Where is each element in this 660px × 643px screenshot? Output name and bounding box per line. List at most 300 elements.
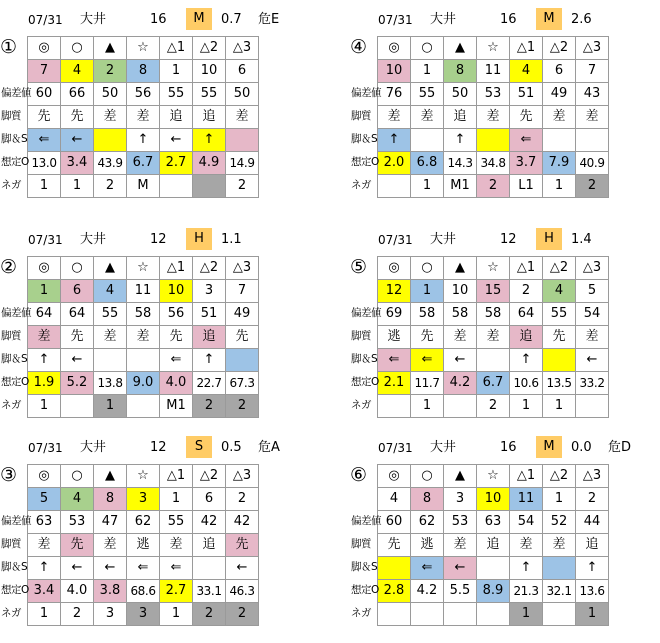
running-style-cell: 差 [28, 326, 61, 349]
speed-indicator-row [378, 557, 609, 580]
horse-number-cell: 8 [444, 60, 477, 83]
mark-cell: △2 [543, 257, 576, 280]
race-number: ⑥ [350, 464, 368, 486]
speed-indicator-cell: ↑ [127, 129, 160, 152]
running-style-cell: 差 [94, 534, 127, 557]
mark-cell: △3 [226, 465, 259, 488]
deviation-score-cell: 58 [477, 303, 510, 326]
deviation-score-cell: 64 [61, 303, 94, 326]
row-label: 偏差値 [1, 87, 31, 99]
horse-number-cell: 7 [576, 60, 609, 83]
negative-factor-cell: 1 [61, 175, 94, 198]
row-label: 脚＆S [1, 133, 28, 145]
running-style-cell: 差 [576, 326, 609, 349]
mark-row [378, 37, 609, 60]
running-style-cell: 追 [193, 106, 226, 129]
race-venue: 大井 [430, 440, 457, 455]
horse-number-row [378, 60, 609, 83]
mark-row [28, 37, 259, 60]
negative-factor-cell: 2 [226, 395, 259, 418]
race-grade: H [536, 228, 562, 250]
negative-factor-cell [160, 175, 193, 198]
speed-indicator-cell: ↑ [28, 557, 61, 580]
race-grade: H [186, 228, 212, 250]
deviation-score-cell: 53 [477, 83, 510, 106]
negative-factor-cell: 2 [94, 175, 127, 198]
prediction-table [377, 36, 609, 198]
race-panel-3 [0, 436, 320, 621]
negative-factor-cell: 1 [94, 395, 127, 418]
race-index: 2.6 [571, 12, 592, 27]
race-header [350, 228, 660, 252]
row-label: 想定O [351, 376, 379, 388]
deviation-score-cell: 58 [127, 303, 160, 326]
running-style-row [378, 106, 609, 129]
expected-odds-cell: 2.1 [378, 372, 411, 395]
speed-indicator-row [28, 349, 259, 372]
negative-factor-row [28, 175, 259, 198]
running-style-row [28, 106, 259, 129]
deviation-score-cell: 62 [127, 511, 160, 534]
expected-odds-cell: 14.3 [444, 152, 477, 175]
race-venue: 大井 [430, 232, 457, 247]
negative-factor-cell: M1 [160, 395, 193, 418]
mark-cell: △1 [510, 465, 543, 488]
race-panel-5 [350, 228, 660, 413]
row-label: 脚＆S [1, 561, 28, 573]
race-date: 07/31 [378, 441, 413, 455]
deviation-score-row [28, 83, 259, 106]
race-date: 07/31 [28, 233, 63, 247]
expected-odds-cell: 1.9 [28, 372, 61, 395]
mark-cell: △1 [510, 37, 543, 60]
horse-number-cell: 6 [61, 280, 94, 303]
negative-factor-cell: 1 [28, 603, 61, 626]
mark-cell: ☆ [127, 257, 160, 280]
running-style-cell: 差 [477, 326, 510, 349]
mark-row [378, 257, 609, 280]
negative-factor-cell [576, 395, 609, 418]
risk-label: 危E [258, 12, 280, 27]
mark-cell: ▲ [94, 37, 127, 60]
speed-indicator-cell: ↑ [28, 349, 61, 372]
row-label: 脚質 [351, 538, 371, 550]
deviation-score-cell: 51 [510, 83, 543, 106]
horse-number-cell: 4 [510, 60, 543, 83]
deviation-score-cell: 42 [226, 511, 259, 534]
expected-odds-cell: 13.5 [543, 372, 576, 395]
mark-cell: △2 [543, 465, 576, 488]
row-label: 想定O [351, 584, 379, 596]
speed-indicator-cell: ← [444, 557, 477, 580]
horse-number-row [28, 280, 259, 303]
prediction-table [377, 256, 609, 418]
speed-indicator-cell [543, 349, 576, 372]
speed-indicator-cell: ↑ [510, 349, 543, 372]
prediction-table [377, 464, 609, 626]
row-label: ネガ [351, 179, 371, 191]
deviation-score-cell: 42 [193, 511, 226, 534]
speed-indicator-row [28, 557, 259, 580]
speed-indicator-cell: ⇐ [378, 349, 411, 372]
horse-number-cell: 10 [378, 60, 411, 83]
mark-cell: ○ [61, 37, 94, 60]
expected-odds-row [28, 372, 259, 395]
speed-indicator-row [28, 129, 259, 152]
speed-indicator-cell: ← [444, 349, 477, 372]
race-number: ⑤ [350, 256, 368, 278]
speed-indicator-cell: ⇐ [160, 349, 193, 372]
race-date: 07/31 [378, 233, 413, 247]
expected-odds-cell: 33.2 [576, 372, 609, 395]
mark-cell: ◎ [28, 37, 61, 60]
deviation-score-cell: 64 [28, 303, 61, 326]
row-label: 脚質 [1, 110, 21, 122]
negative-factor-cell: 1 [411, 175, 444, 198]
race-panel-1 [0, 8, 320, 193]
speed-indicator-cell [477, 349, 510, 372]
negative-factor-cell: 3 [127, 603, 160, 626]
speed-indicator-cell: ⇐ [127, 557, 160, 580]
row-label: ネガ [1, 399, 21, 411]
negative-factor-cell: 1 [543, 395, 576, 418]
expected-odds-cell: 8.9 [477, 580, 510, 603]
speed-indicator-cell: ⇐ [160, 557, 193, 580]
deviation-score-cell: 55 [411, 83, 444, 106]
expected-odds-cell: 6.8 [411, 152, 444, 175]
horse-number-cell: 2 [94, 60, 127, 83]
deviation-score-cell: 52 [543, 511, 576, 534]
running-style-cell: 差 [510, 534, 543, 557]
negative-factor-cell: 2 [226, 175, 259, 198]
negative-factor-cell: 1 [411, 395, 444, 418]
expected-odds-cell: 3.8 [94, 580, 127, 603]
deviation-score-cell: 55 [543, 303, 576, 326]
deviation-score-cell: 55 [160, 83, 193, 106]
row-label: 想定O [1, 156, 29, 168]
row-label: ネガ [351, 399, 371, 411]
negative-factor-cell: 2 [193, 603, 226, 626]
expected-odds-cell: 32.1 [543, 580, 576, 603]
expected-odds-cell: 46.3 [226, 580, 259, 603]
mark-row [378, 465, 609, 488]
mark-cell: △2 [193, 465, 226, 488]
deviation-score-cell: 54 [510, 511, 543, 534]
expected-odds-cell: 4.2 [444, 372, 477, 395]
expected-odds-cell: 22.7 [193, 372, 226, 395]
race-index: 0.7 [221, 12, 242, 27]
race-grade: S [186, 436, 212, 458]
mark-cell: ○ [411, 37, 444, 60]
running-style-cell: 追 [576, 534, 609, 557]
prediction-table [27, 464, 259, 626]
speed-indicator-cell [226, 349, 259, 372]
expected-odds-row [378, 580, 609, 603]
row-label: 脚＆S [351, 353, 378, 365]
race-number: ④ [350, 36, 368, 58]
running-style-cell: 差 [94, 106, 127, 129]
mark-cell: △2 [543, 37, 576, 60]
negative-factor-cell [543, 603, 576, 626]
speed-indicator-cell [543, 557, 576, 580]
mark-cell: ○ [411, 257, 444, 280]
deviation-score-cell: 49 [226, 303, 259, 326]
race-header [350, 436, 660, 460]
race-venue: 大井 [80, 12, 107, 27]
race-date: 07/31 [28, 441, 63, 455]
deviation-score-cell: 62 [411, 511, 444, 534]
negative-factor-cell: M [127, 175, 160, 198]
deviation-score-cell: 55 [94, 303, 127, 326]
row-label: 脚＆S [351, 133, 378, 145]
expected-odds-cell: 5.2 [61, 372, 94, 395]
horse-number-cell: 3 [444, 488, 477, 511]
expected-odds-cell: 13.0 [28, 152, 61, 175]
running-style-cell: 差 [378, 106, 411, 129]
mark-cell: ☆ [127, 37, 160, 60]
negative-factor-cell: 1 [28, 175, 61, 198]
race-venue: 大井 [80, 232, 107, 247]
row-label: 想定O [351, 156, 379, 168]
negative-factor-cell: L1 [510, 175, 543, 198]
running-style-cell: 差 [543, 106, 576, 129]
race-index: 0.0 [571, 440, 592, 455]
running-style-row [378, 326, 609, 349]
horse-number-cell: 10 [477, 488, 510, 511]
horse-number-cell: 1 [160, 60, 193, 83]
negative-factor-cell: 2 [226, 603, 259, 626]
running-style-cell: 先 [61, 534, 94, 557]
horse-number-cell: 8 [127, 60, 160, 83]
mark-cell: ◎ [378, 37, 411, 60]
horse-number-cell: 3 [127, 488, 160, 511]
running-style-cell: 差 [160, 534, 193, 557]
horse-number-cell: 12 [378, 280, 411, 303]
running-style-cell: 追 [193, 534, 226, 557]
mark-cell: ☆ [477, 465, 510, 488]
running-style-cell: 追 [510, 326, 543, 349]
speed-indicator-cell: ← [94, 557, 127, 580]
speed-indicator-cell: ↑ [444, 129, 477, 152]
expected-odds-cell: 4.0 [61, 580, 94, 603]
horse-number-cell: 10 [444, 280, 477, 303]
speed-indicator-cell [94, 349, 127, 372]
deviation-score-cell: 56 [127, 83, 160, 106]
expected-odds-cell: 3.4 [28, 580, 61, 603]
running-style-cell: 差 [94, 326, 127, 349]
deviation-score-row [378, 511, 609, 534]
mark-cell: ☆ [477, 257, 510, 280]
negative-factor-cell: 1 [160, 603, 193, 626]
row-label: 偏差値 [1, 515, 31, 527]
negative-factor-cell: 2 [477, 175, 510, 198]
race-grade: M [536, 436, 562, 458]
speed-indicator-cell [477, 129, 510, 152]
speed-indicator-row [378, 349, 609, 372]
running-style-cell: 先 [510, 106, 543, 129]
deviation-score-cell: 58 [444, 303, 477, 326]
deviation-score-row [28, 511, 259, 534]
race-panel-4 [350, 8, 660, 193]
running-style-cell: 差 [444, 326, 477, 349]
speed-indicator-cell [543, 129, 576, 152]
running-style-cell: 先 [411, 326, 444, 349]
running-style-cell: 先 [226, 534, 259, 557]
runner-count: 16 [500, 440, 517, 455]
negative-factor-cell: M1 [444, 175, 477, 198]
race-index: 1.4 [571, 232, 592, 247]
mark-cell: △2 [193, 257, 226, 280]
horse-number-cell: 4 [94, 280, 127, 303]
race-venue: 大井 [430, 12, 457, 27]
running-style-row [28, 326, 259, 349]
speed-indicator-cell: ← [576, 349, 609, 372]
runner-count: 12 [150, 440, 167, 455]
mark-cell: ○ [61, 257, 94, 280]
horse-number-cell: 3 [193, 280, 226, 303]
mark-cell: ▲ [444, 37, 477, 60]
expected-odds-cell: 33.1 [193, 580, 226, 603]
speed-indicator-cell [477, 557, 510, 580]
expected-odds-cell: 67.3 [226, 372, 259, 395]
risk-label: 危A [258, 440, 280, 455]
expected-odds-row [28, 580, 259, 603]
horse-number-cell: 6 [226, 60, 259, 83]
row-label: 想定O [1, 584, 29, 596]
negative-factor-cell [193, 175, 226, 198]
mark-cell: ▲ [444, 465, 477, 488]
mark-cell: △2 [193, 37, 226, 60]
mark-cell: △1 [160, 257, 193, 280]
negative-factor-row [378, 603, 609, 626]
running-style-cell: 差 [543, 534, 576, 557]
deviation-score-row [378, 83, 609, 106]
deviation-score-cell: 55 [193, 83, 226, 106]
expected-odds-cell: 14.9 [226, 152, 259, 175]
race-panel-6 [350, 436, 660, 621]
prediction-table [27, 36, 259, 198]
mark-cell: △3 [576, 465, 609, 488]
row-label: 脚質 [351, 110, 371, 122]
running-style-cell: 差 [576, 106, 609, 129]
expected-odds-cell: 68.6 [127, 580, 160, 603]
deviation-score-cell: 58 [411, 303, 444, 326]
speed-indicator-cell: ⇐ [28, 129, 61, 152]
horse-number-cell: 2 [576, 488, 609, 511]
row-label: 脚＆S [351, 561, 378, 573]
race-grade: M [186, 8, 212, 30]
mark-cell: ◎ [378, 257, 411, 280]
horse-number-cell: 11 [477, 60, 510, 83]
deviation-score-cell: 60 [378, 511, 411, 534]
expected-odds-cell: 4.0 [160, 372, 193, 395]
negative-factor-cell: 2 [477, 395, 510, 418]
speed-indicator-cell [193, 557, 226, 580]
running-style-cell: 逃 [127, 534, 160, 557]
expected-odds-cell: 2.7 [160, 152, 193, 175]
expected-odds-row [378, 152, 609, 175]
negative-factor-cell [477, 603, 510, 626]
horse-number-row [28, 488, 259, 511]
speed-indicator-cell: ⇐ [510, 129, 543, 152]
horse-number-cell: 6 [193, 488, 226, 511]
runner-count: 16 [500, 12, 517, 27]
expected-odds-cell: 2.0 [378, 152, 411, 175]
horse-number-cell: 7 [28, 60, 61, 83]
row-label: 脚質 [351, 330, 371, 342]
row-label: 偏差値 [1, 307, 31, 319]
horse-number-cell: 8 [411, 488, 444, 511]
speed-indicator-cell: ← [226, 557, 259, 580]
speed-indicator-cell: ← [61, 129, 94, 152]
mark-cell: △3 [226, 257, 259, 280]
expected-odds-cell: 9.0 [127, 372, 160, 395]
deviation-score-row [378, 303, 609, 326]
horse-number-row [28, 60, 259, 83]
deviation-score-cell: 69 [378, 303, 411, 326]
speed-indicator-cell [411, 129, 444, 152]
running-style-cell: 先 [543, 326, 576, 349]
horse-number-cell: 15 [477, 280, 510, 303]
race-date: 07/31 [28, 13, 63, 27]
speed-indicator-cell [378, 557, 411, 580]
speed-indicator-cell: ↑ [193, 129, 226, 152]
deviation-score-cell: 60 [28, 83, 61, 106]
race-header [0, 228, 320, 252]
mark-cell: ◎ [378, 465, 411, 488]
horse-number-cell: 11 [127, 280, 160, 303]
expected-odds-cell: 10.6 [510, 372, 543, 395]
row-label: 脚＆S [1, 353, 28, 365]
deviation-score-cell: 56 [160, 303, 193, 326]
running-style-cell: 先 [378, 534, 411, 557]
runner-count: 12 [500, 232, 517, 247]
expected-odds-row [378, 372, 609, 395]
horse-number-cell: 1 [28, 280, 61, 303]
running-style-cell: 先 [28, 106, 61, 129]
mark-cell: △3 [576, 37, 609, 60]
running-style-row [28, 534, 259, 557]
mark-cell: △1 [510, 257, 543, 280]
speed-indicator-cell: ↑ [510, 557, 543, 580]
running-style-cell: 追 [444, 106, 477, 129]
horse-number-cell: 10 [193, 60, 226, 83]
negative-factor-cell: 1 [543, 175, 576, 198]
running-style-cell: 差 [411, 106, 444, 129]
deviation-score-cell: 54 [576, 303, 609, 326]
running-style-cell: 差 [477, 106, 510, 129]
negative-factor-cell: 1 [28, 395, 61, 418]
expected-odds-cell: 6.7 [477, 372, 510, 395]
race-header [0, 8, 320, 32]
row-label: 偏差値 [351, 87, 381, 99]
mark-cell: ○ [61, 465, 94, 488]
expected-odds-cell: 40.9 [576, 152, 609, 175]
deviation-score-cell: 63 [477, 511, 510, 534]
speed-indicator-cell [94, 129, 127, 152]
negative-factor-cell [61, 395, 94, 418]
race-number: ① [0, 36, 18, 58]
expected-odds-cell: 13.6 [576, 580, 609, 603]
deviation-score-cell: 63 [28, 511, 61, 534]
race-panel-2 [0, 228, 320, 413]
running-style-cell: 先 [61, 326, 94, 349]
race-index: 0.5 [221, 440, 242, 455]
negative-factor-row [28, 395, 259, 418]
expected-odds-cell: 13.8 [94, 372, 127, 395]
horse-number-cell: 11 [510, 488, 543, 511]
running-style-cell: 追 [193, 326, 226, 349]
